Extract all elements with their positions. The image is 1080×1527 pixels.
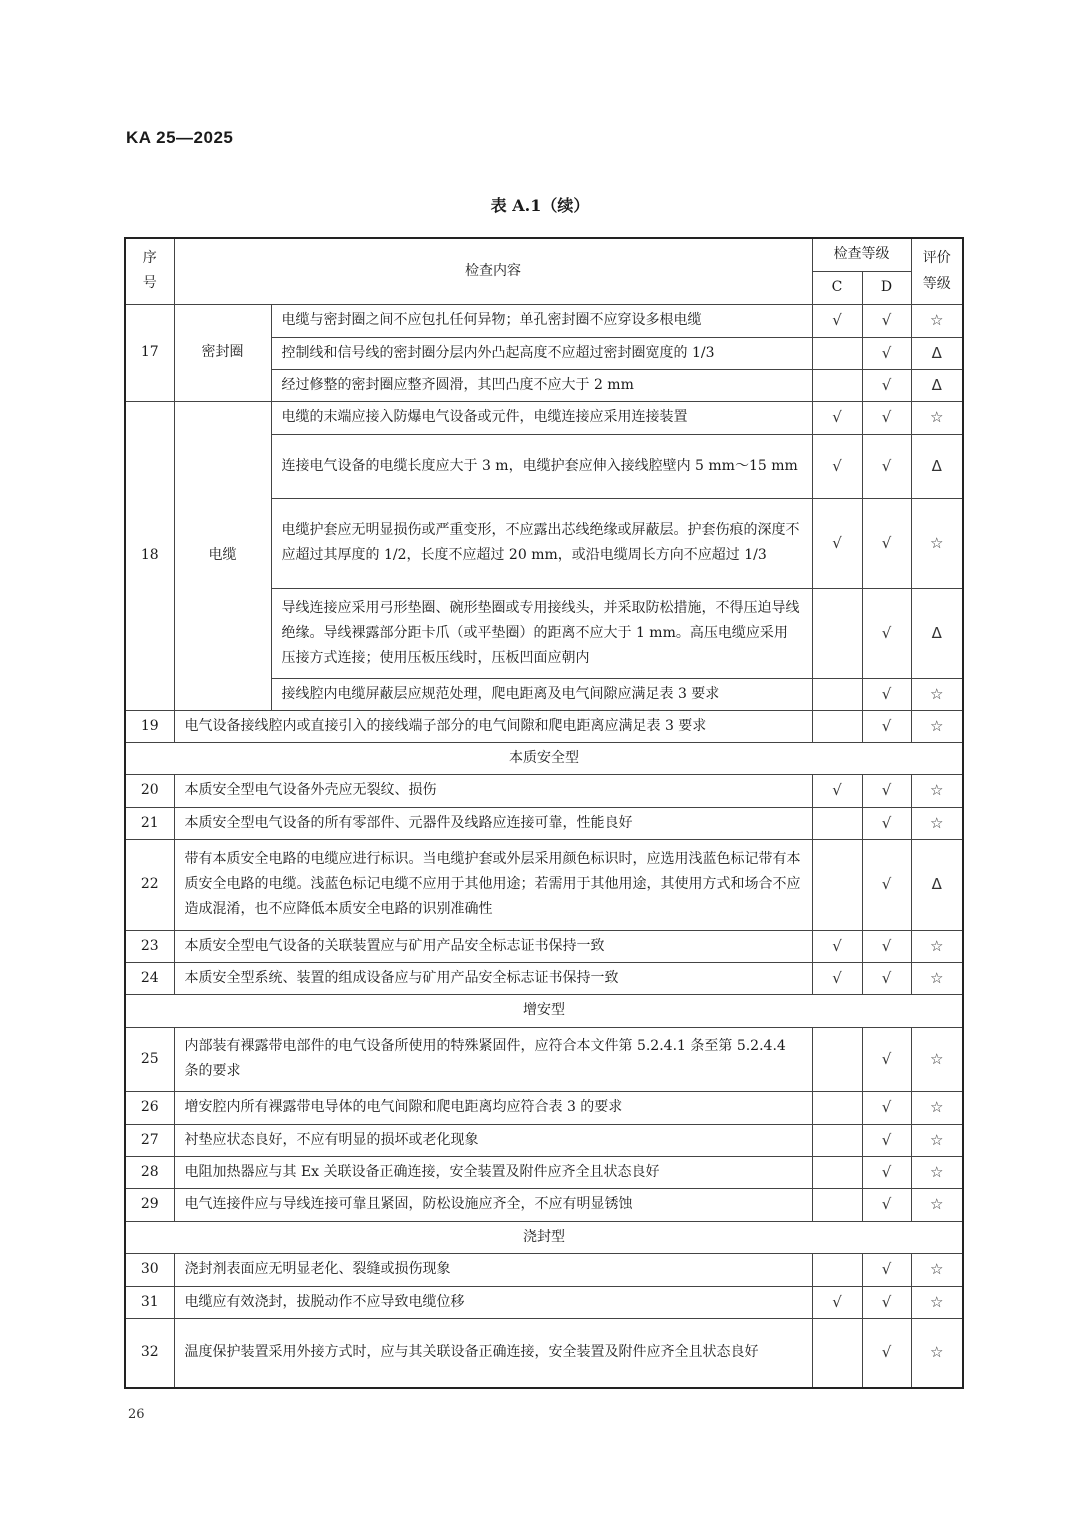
evaluation-mark: ☆ (911, 807, 963, 839)
document-code: KA 25—2025 (126, 128, 234, 147)
section-row (125, 1221, 963, 1253)
evaluation-mark: ☆ (911, 1253, 963, 1286)
level-d-mark: √ (862, 1027, 911, 1091)
evaluation-mark: ☆ (911, 930, 963, 962)
level-d-mark: √ (862, 1091, 911, 1124)
check-content: 带有本质安全电路的电缆应进行标识。当电缆护套或外层采用颜色标识时，应选用浅蓝色标记带有本质安全电路的电缆。浅蓝色标记电缆不应用于其他用途；若需用于其他用途，其使用方式和场合不应造成混淆，也不应降低本质安全电路的识别准确性 (174, 839, 812, 930)
level-c-mark (812, 1124, 862, 1156)
table-row (125, 1156, 963, 1188)
check-content: 本质安全型电气设备外壳应无裂纹、损伤 (174, 774, 812, 807)
row-category: 密封圈 (174, 304, 271, 401)
level-d-mark: √ (862, 774, 911, 807)
table-row (125, 1318, 963, 1388)
evaluation-mark: ☆ (911, 1318, 963, 1388)
evaluation-mark: ☆ (911, 1188, 963, 1221)
level-c-mark (812, 678, 862, 710)
evaluation-mark: ☆ (911, 401, 963, 434)
evaluation-mark: ☆ (911, 962, 963, 994)
header-row (125, 238, 963, 271)
level-c-mark (812, 1318, 862, 1388)
table-row (125, 1091, 963, 1124)
section-row (125, 994, 963, 1027)
inspection-table (124, 237, 964, 1389)
level-d-mark: √ (862, 807, 911, 839)
level-c-mark (812, 1156, 862, 1188)
check-content: 导线连接应采用弓形垫圈、碗形垫圈或专用接线头，并采取防松措施，不得压迫导线绝缘。导线裸露部分距卡爪（或平垫圈）的距离不应大于 1 mm。高压电缆应采用压接方式连接；使用压板压线时，压板凹面应朝内 (271, 588, 812, 678)
row-number: 31 (125, 1286, 174, 1318)
evaluation-mark: ☆ (911, 678, 963, 710)
check-content: 电缆护套应无明显损伤或严重变形，不应露出芯线绝缘或屏蔽层。护套伤痕的深度不应超过其厚度的 1/2，长度不应超过 20 mm，或沿电缆周长方向不应超过 1/3 (271, 498, 812, 588)
check-content: 经过修整的密封圈应整齐圆滑，其凹凸度不应大于 2 mm (271, 369, 812, 401)
level-c-mark: √ (812, 930, 862, 962)
table-row (125, 1286, 963, 1318)
level-c-mark (812, 1188, 862, 1221)
evaluation-mark: ☆ (911, 1286, 963, 1318)
table-title: 表 A.1（续） (490, 196, 590, 215)
check-content: 电气连接件应与导线连接可靠且紧固，防松设施应齐全，不应有明显锈蚀 (174, 1188, 812, 1221)
level-d-mark: √ (862, 498, 911, 588)
check-content: 控制线和信号线的密封圈分层内外凸起高度不应超过密封圈宽度的 1/3 (271, 337, 812, 369)
evaluation-mark: Δ (911, 337, 963, 369)
level-c-mark (812, 1253, 862, 1286)
check-content: 内部装有裸露带电部件的电气设备所使用的特殊紧固件，应符合本文件第 5.2.4.1 条至第 5.2.4.4 条的要求 (174, 1027, 812, 1091)
level-c-mark (812, 1027, 862, 1091)
table-row (125, 839, 963, 930)
level-d-mark: √ (862, 1188, 911, 1221)
level-d-mark: √ (862, 401, 911, 434)
level-c-mark: √ (812, 498, 862, 588)
check-content: 温度保护装置采用外接方式时，应与其关联设备正确连接，安全装置及附件应齐全且状态良好 (174, 1318, 812, 1388)
evaluation-mark: ☆ (911, 498, 963, 588)
table-row (125, 401, 963, 434)
table-row (125, 1027, 963, 1091)
row-number: 18 (125, 401, 174, 710)
level-c-mark (812, 588, 862, 678)
evaluation-mark: ☆ (911, 304, 963, 337)
row-number: 21 (125, 807, 174, 839)
check-content: 电缆应有效浇封，拔脱动作不应导致电缆位移 (174, 1286, 812, 1318)
header-c: C (812, 271, 862, 304)
level-d-mark: √ (862, 839, 911, 930)
section-row (125, 742, 963, 774)
header-content: 检查内容 (174, 238, 812, 304)
row-number: 23 (125, 930, 174, 962)
row-number: 17 (125, 304, 174, 401)
row-number: 32 (125, 1318, 174, 1388)
table-row (125, 1253, 963, 1286)
check-content: 电气设备接线腔内或直接引入的接线端子部分的电气间隙和爬电距离应满足表 3 要求 (174, 710, 812, 742)
evaluation-mark: ☆ (911, 1124, 963, 1156)
check-content: 浇封剂表面应无明显老化、裂缝或损伤现象 (174, 1253, 812, 1286)
table-row (125, 774, 963, 807)
evaluation-mark: Δ (911, 369, 963, 401)
level-d-mark: √ (862, 1124, 911, 1156)
table-row (125, 1188, 963, 1221)
check-content: 连接电气设备的电缆长度应大于 3 m，电缆护套应伸入接线腔壁内 5 mm～15 mm (271, 434, 812, 498)
evaluation-mark: ☆ (911, 774, 963, 807)
table-row (125, 304, 963, 337)
table-row (125, 930, 963, 962)
level-c-mark (812, 839, 862, 930)
evaluation-mark: Δ (911, 588, 963, 678)
table-row (125, 962, 963, 994)
level-c-mark: √ (812, 1286, 862, 1318)
row-number: 29 (125, 1188, 174, 1221)
evaluation-mark: ☆ (911, 1091, 963, 1124)
check-content: 接线腔内电缆屏蔽层应规范处理，爬电距离及电气间隙应满足表 3 要求 (271, 678, 812, 710)
level-c-mark: √ (812, 434, 862, 498)
header-eval-level: 评价 等级 (911, 238, 963, 304)
check-content: 本质安全型系统、装置的组成设备应与矿用产品安全标志证书保持一致 (174, 962, 812, 994)
level-d-mark: √ (862, 930, 911, 962)
row-number: 20 (125, 774, 174, 807)
level-d-mark: √ (862, 1253, 911, 1286)
level-d-mark: √ (862, 962, 911, 994)
table-row (125, 1124, 963, 1156)
check-content: 电缆与密封圈之间不应包扎任何异物；单孔密封圈不应穿设多根电缆 (271, 304, 812, 337)
section-heading: 增安型 (125, 994, 963, 1027)
level-d-mark: √ (862, 337, 911, 369)
section-heading: 浇封型 (125, 1221, 963, 1253)
evaluation-mark: ☆ (911, 1027, 963, 1091)
check-content: 电缆的末端应接入防爆电气设备或元件，电缆连接应采用连接装置 (271, 401, 812, 434)
evaluation-mark: Δ (911, 839, 963, 930)
level-c-mark: √ (812, 962, 862, 994)
evaluation-mark: ☆ (911, 1156, 963, 1188)
row-number: 27 (125, 1124, 174, 1156)
row-number: 26 (125, 1091, 174, 1124)
check-content: 增安腔内所有裸露带电导体的电气间隙和爬电距离均应符合表 3 的要求 (174, 1091, 812, 1124)
level-c-mark (812, 1091, 862, 1124)
level-c-mark: √ (812, 774, 862, 807)
check-content: 本质安全型电气设备的所有零部件、元器件及线路应连接可靠，性能良好 (174, 807, 812, 839)
table-row (125, 807, 963, 839)
row-number: 22 (125, 839, 174, 930)
row-number: 24 (125, 962, 174, 994)
header-no: 序号 (125, 238, 174, 304)
level-c-mark (812, 369, 862, 401)
level-d-mark: √ (862, 304, 911, 337)
header-check-level: 检查等级 (812, 238, 911, 271)
evaluation-mark: Δ (911, 434, 963, 498)
check-content: 衬垫应状态良好，不应有明显的损坏或老化现象 (174, 1124, 812, 1156)
level-c-mark (812, 337, 862, 369)
table-row (125, 710, 963, 742)
row-category: 电缆 (174, 401, 271, 710)
row-number: 30 (125, 1253, 174, 1286)
section-heading: 本质安全型 (125, 742, 963, 774)
evaluation-mark: ☆ (911, 710, 963, 742)
level-d-mark: √ (862, 369, 911, 401)
level-d-mark: √ (862, 678, 911, 710)
level-c-mark: √ (812, 304, 862, 337)
level-c-mark (812, 807, 862, 839)
level-c-mark (812, 710, 862, 742)
level-d-mark: √ (862, 710, 911, 742)
row-number: 25 (125, 1027, 174, 1091)
header-d: D (862, 271, 911, 304)
level-d-mark: √ (862, 588, 911, 678)
check-content: 本质安全型电气设备的关联装置应与矿用产品安全标志证书保持一致 (174, 930, 812, 962)
page-number: 26 (128, 1407, 145, 1422)
level-d-mark: √ (862, 434, 911, 498)
row-number: 19 (125, 710, 174, 742)
level-c-mark: √ (812, 401, 862, 434)
level-d-mark: √ (862, 1286, 911, 1318)
row-number: 28 (125, 1156, 174, 1188)
level-d-mark: √ (862, 1156, 911, 1188)
level-d-mark: √ (862, 1318, 911, 1388)
check-content: 电阻加热器应与其 Ex 关联设备正确连接，安全装置及附件应齐全且状态良好 (174, 1156, 812, 1188)
